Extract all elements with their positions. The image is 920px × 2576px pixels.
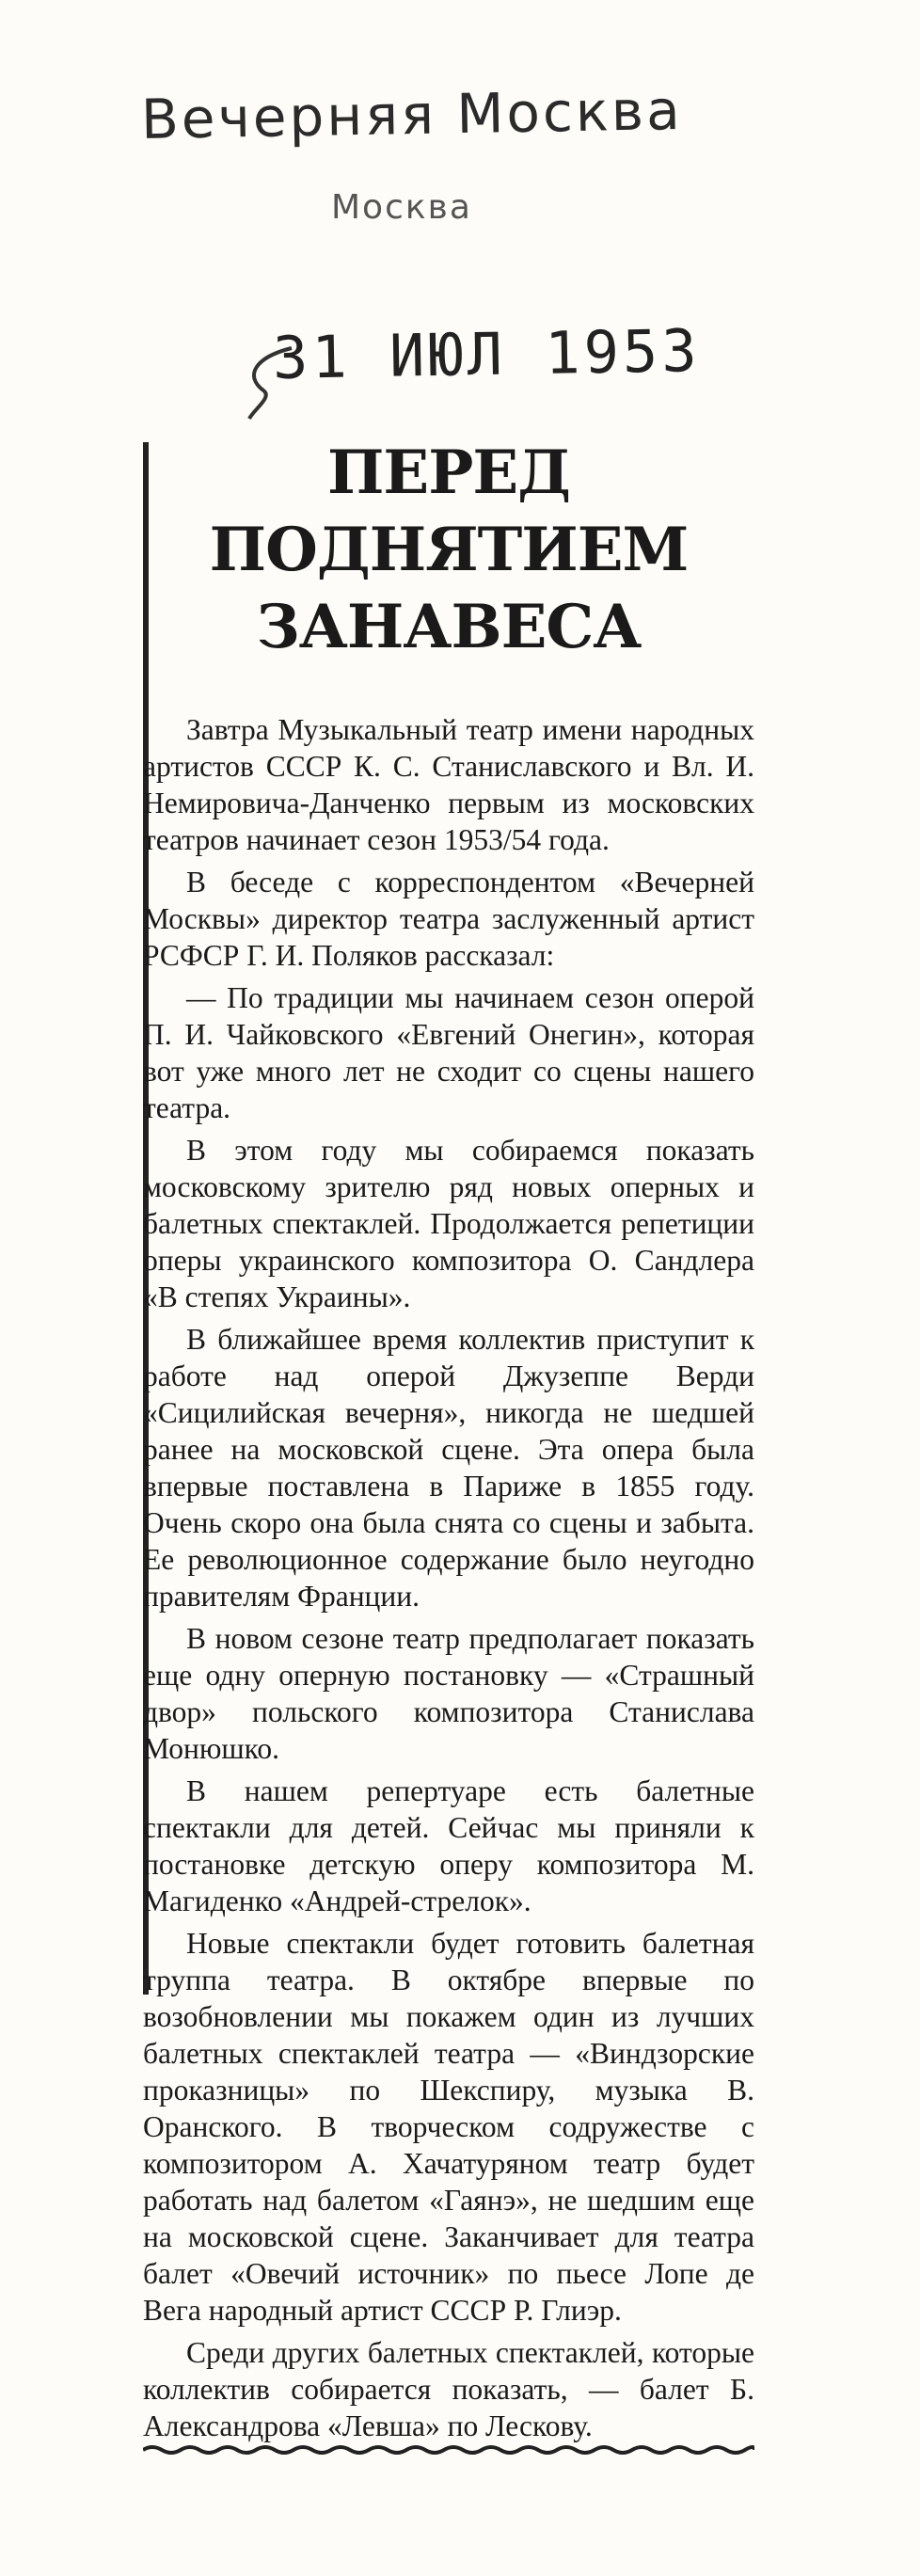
article <box>143 435 754 2442</box>
headline-line-1: ПЕРЕД ПОДНЯТИЕМ <box>209 437 689 585</box>
paragraph: В новом сезоне театр предполагает показать еще одну оперную постановку — «Страшный двор» польского композитора Станислава Монюшко. <box>143 1622 754 1765</box>
newspaper-name-stamp: Вечерняя Москва <box>140 77 684 152</box>
headline-line-2: ЗАНАВЕСА <box>256 592 642 662</box>
city-stamp: Москва <box>331 188 472 227</box>
paragraph: Новые спектакли будет готовить балетная труппа театра. В октябре впервые по возобновлении мы покажем один из лучших балетных спектаклей театра — «Виндзорские проказницы» по Шекспиру, музыка В. Оранского. В творческом содружестве с композитором А. Хачатуряном театр будет работать над балетом «Гаянэ», не шедшим еще на московской сцене. Заканчивает для театра балет «Овечий источник» по пьесе Лопе де Вега народный артист СССР Р. Глиэр. <box>143 1927 754 2327</box>
bottom-wavy-rule <box>143 2442 754 2457</box>
paragraph: В ближайшее время коллектив приступит к работе над оперой Джузеппе Верди «Сицилийская вечерня», никогда не шедшей ранее на московской сцене. Эта опера была впервые поставлена в Париже в 1855 году. Очень скоро она была снята со сцены и забыта. Ее революционное содержание было неугодно правителям Франции. <box>143 1323 754 1613</box>
paragraph: — По традиции мы начинаем сезон оперой П. И. Чайковского «Евгений Онегин», которая вот уже много лет не сходит со сцены нашего театра. <box>143 981 754 1124</box>
paragraph: В нашем репертуаре есть балетные спектакли для детей. Сейчас мы приняли к постановке детскую оперу композитора М. Магиденко «Андрей-стрелок». <box>143 1774 754 1917</box>
paragraph: В беседе с корреспондентом «Вечерней Москвы» директор театра заслуженный артист РСФСР Г. И. Поляков рассказал: <box>143 866 754 972</box>
paragraph: Среди других балетных спектаклей, которые коллектив собирается показать, — балет Б. Александрова «Левша» по Лескову. <box>143 2336 754 2442</box>
paragraph: В этом году мы собираемся показать московскому зрителю ряд новых оперных и балетных спектаклей. Продолжается репетиции оперы украинского композитора О. Сандлера «В степях Украины». <box>143 1134 754 1313</box>
paragraph: Завтра Музыкальный театр имени народных артистов СССР К. С. Станиславского и Вл. И. Немировича-Данченко первым из московских театров начинает сезон 1953/54 года. <box>143 713 754 856</box>
article-headline <box>143 435 754 666</box>
date-stamp: 31 ИЮЛ 1953 <box>272 316 702 392</box>
